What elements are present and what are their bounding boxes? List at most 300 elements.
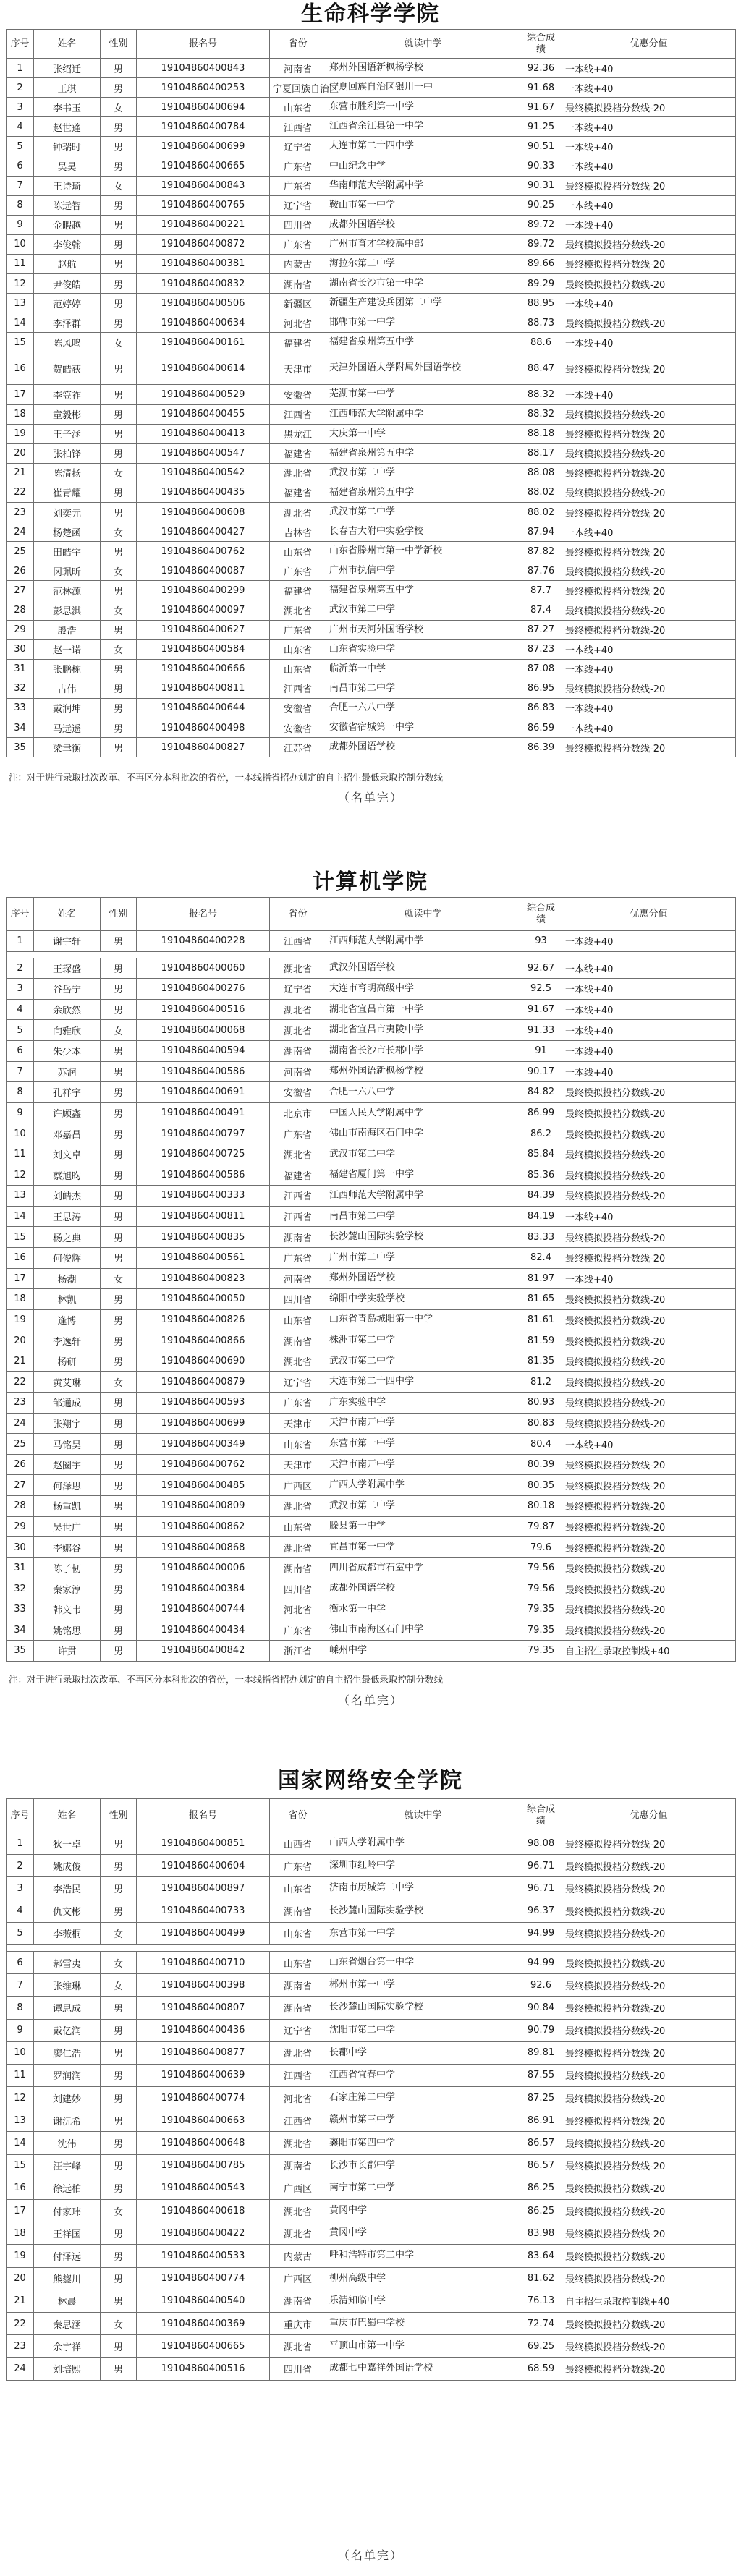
cell-gender: 男	[101, 1855, 137, 1877]
cell-gender: 女	[101, 98, 137, 117]
table-row	[7, 2267, 736, 2290]
col-bonus: 优惠分值	[562, 898, 736, 931]
table-row	[7, 313, 736, 333]
cell-gender: 男	[101, 738, 137, 757]
cell-school: 乐清知临中学	[326, 2290, 520, 2312]
cell-school: 郑州外国语学校	[326, 1268, 520, 1289]
row-gap-cell	[7, 951, 736, 958]
cell-score: 88.08	[520, 463, 562, 483]
cell-school: 武汉外国语学校	[326, 958, 520, 979]
cell-gender: 男	[101, 1082, 137, 1103]
cell-reg: 19104860400639	[137, 2064, 270, 2086]
cell-province: 广东省	[270, 234, 326, 254]
cell-name: 李薇桐	[34, 1922, 101, 1944]
table-row	[7, 1855, 736, 1877]
table-row	[7, 1351, 736, 1372]
cell-province: 内蒙古	[270, 254, 326, 273]
table-row	[7, 1516, 736, 1537]
cell-bonus: 最终模拟投档分数线-20	[562, 561, 736, 581]
col-bonus: 优惠分值	[562, 30, 736, 59]
cell-gender: 男	[101, 1186, 137, 1207]
cell-gender: 男	[101, 931, 137, 952]
cell-name: 罗润润	[34, 2064, 101, 2086]
cell-school: 襄阳市第四中学	[326, 2132, 520, 2154]
cell-reg: 19104860400691	[137, 1082, 270, 1103]
cell-school: 嵊州中学	[326, 1641, 520, 1662]
cell-province: 湖南省	[270, 1997, 326, 2019]
cell-seq: 8	[7, 195, 34, 215]
cell-province: 湖北省	[270, 2335, 326, 2358]
col-reg: 报名号	[137, 898, 270, 931]
cell-name: 赵圈宇	[34, 1454, 101, 1475]
cell-reg: 19104860400060	[137, 958, 270, 979]
cell-province: 山东省	[270, 1309, 326, 1330]
cell-bonus: 一本线+40	[562, 718, 736, 738]
cell-province: 山西省	[270, 1832, 326, 1855]
cell-name: 孔祥宇	[34, 1082, 101, 1103]
cell-reg: 19104860400665	[137, 156, 270, 176]
cell-gender: 男	[101, 294, 137, 313]
table-row	[7, 1413, 736, 1434]
cell-province: 湖南省	[270, 1330, 326, 1351]
table-row	[7, 2222, 736, 2245]
table-row	[7, 463, 736, 483]
cell-name: 邓嘉昌	[34, 1123, 101, 1144]
cell-province: 湖南省	[270, 1227, 326, 1248]
cell-gender: 女	[101, 639, 137, 659]
cell-name: 王诗琦	[34, 176, 101, 195]
cell-score: 84.82	[520, 1082, 562, 1103]
cell-score: 81.35	[520, 1351, 562, 1372]
cell-score: 89.66	[520, 254, 562, 273]
cell-school: 天津市南开中学	[326, 1454, 520, 1475]
cell-school: 中山纪念中学	[326, 156, 520, 176]
cell-name: 王琪	[34, 78, 101, 98]
cell-score: 88.6	[520, 333, 562, 352]
cell-province: 山东省	[270, 542, 326, 561]
table-row	[7, 1951, 736, 1973]
cell-province: 湖南省	[270, 1557, 326, 1578]
cell-seq: 16	[7, 352, 34, 385]
cell-reg: 19104860400897	[137, 1877, 270, 1900]
cell-gender: 女	[101, 463, 137, 483]
cell-gender: 男	[101, 1040, 137, 1061]
cell-bonus: 一本线+40	[562, 59, 736, 78]
row-gap-cell	[7, 1944, 736, 1951]
cell-seq: 16	[7, 2177, 34, 2199]
cell-school: 武汉市第二中学	[326, 1144, 520, 1165]
cell-school: 深圳市红岭中学	[326, 1855, 520, 1877]
cell-name: 王子涵	[34, 424, 101, 443]
table-row	[7, 215, 736, 234]
cell-seq: 12	[7, 1165, 34, 1186]
cell-school: 湖南省长沙市第一中学	[326, 274, 520, 294]
table-row	[7, 294, 736, 313]
cell-name: 金暇越	[34, 215, 101, 234]
table-row	[7, 1289, 736, 1310]
cell-seq: 26	[7, 561, 34, 581]
cell-province: 河北省	[270, 2087, 326, 2109]
table-row	[7, 1372, 736, 1393]
cell-school: 郑州外国语新枫杨学校	[326, 59, 520, 78]
cell-bonus: 最终模拟投档分数线-20	[562, 2200, 736, 2222]
cell-name: 刘建妙	[34, 2087, 101, 2109]
cell-seq: 6	[7, 156, 34, 176]
cell-score: 86.91	[520, 2109, 562, 2132]
cell-school: 武汉市第二中学	[326, 1351, 520, 1372]
cell-seq: 8	[7, 1997, 34, 2019]
cell-gender: 男	[101, 274, 137, 294]
cell-reg: 19104860400097	[137, 600, 270, 620]
cell-gender: 男	[101, 1578, 137, 1599]
cell-school: 福建省泉州第五中学	[326, 443, 520, 463]
cell-score: 84.39	[520, 1186, 562, 1207]
cell-bonus: 最终模拟投档分数线-20	[562, 1516, 736, 1537]
cell-reg: 19104860400299	[137, 581, 270, 600]
cell-gender: 男	[101, 718, 137, 738]
cell-reg: 19104860400584	[137, 639, 270, 659]
cell-name: 余欣然	[34, 999, 101, 1020]
table-row	[7, 195, 736, 215]
cell-seq: 9	[7, 1102, 34, 1123]
cell-seq: 18	[7, 404, 34, 424]
cell-bonus: 最终模拟投档分数线-20	[562, 1922, 736, 1944]
cell-reg: 19104860400699	[137, 1413, 270, 1434]
table-row	[7, 931, 736, 952]
cell-score: 87.94	[520, 522, 562, 542]
cell-province: 湖北省	[270, 2222, 326, 2245]
cell-name: 仇文彬	[34, 1900, 101, 1922]
table-row	[7, 2335, 736, 2358]
table-row	[7, 2087, 736, 2109]
cell-seq: 3	[7, 98, 34, 117]
cell-name: 林凯	[34, 1289, 101, 1310]
cell-school: 滕县第一中学	[326, 1516, 520, 1537]
table-row	[7, 2177, 736, 2199]
cell-bonus: 自主招生录取控制线+40	[562, 2290, 736, 2312]
cell-name: 杨之典	[34, 1227, 101, 1248]
cell-reg: 19104860400087	[137, 561, 270, 581]
cell-school: 天津外国语大学附属外国语学校	[326, 352, 520, 385]
cell-bonus: 一本线+40	[562, 659, 736, 679]
cell-name: 赵一诺	[34, 639, 101, 659]
cell-gender: 男	[101, 1330, 137, 1351]
cell-province: 湖北省	[270, 463, 326, 483]
cell-seq: 27	[7, 1475, 34, 1496]
cell-score: 86.25	[520, 2200, 562, 2222]
cell-name: 汪宇峰	[34, 2154, 101, 2177]
cell-province: 广西区	[270, 2177, 326, 2199]
cell-reg: 19104860400809	[137, 1496, 270, 1517]
cell-name: 彭思淇	[34, 600, 101, 620]
cell-bonus: 最终模拟投档分数线-20	[562, 2087, 736, 2109]
cell-bonus: 最终模拟投档分数线-20	[562, 502, 736, 522]
cell-reg: 19104860400533	[137, 2245, 270, 2267]
cell-bonus: 最终模拟投档分数线-20	[562, 2064, 736, 2086]
cell-seq: 22	[7, 483, 34, 502]
table-row	[7, 1123, 736, 1144]
col-gender: 性别	[101, 898, 137, 931]
cell-reg: 19104860400644	[137, 698, 270, 718]
cell-bonus: 最终模拟投档分数线-20	[562, 1877, 736, 1900]
cell-reg: 19104860400843	[137, 59, 270, 78]
cell-school: 四川省成都市石室中学	[326, 1557, 520, 1578]
cell-seq: 7	[7, 176, 34, 195]
cell-province: 湖北省	[270, 1020, 326, 1041]
cell-bonus: 最终模拟投档分数线-20	[562, 1454, 736, 1475]
cell-gender: 男	[101, 1496, 137, 1517]
cell-bonus: 最终模拟投档分数线-20	[562, 1144, 736, 1165]
cell-score: 87.82	[520, 542, 562, 561]
cell-score: 89.72	[520, 234, 562, 254]
cell-province: 广东省	[270, 176, 326, 195]
cell-name: 狄一卓	[34, 1832, 101, 1855]
cell-score: 86.99	[520, 1102, 562, 1123]
cell-seq: 18	[7, 2222, 34, 2245]
cell-bonus: 最终模拟投档分数线-20	[562, 352, 736, 385]
cell-bonus: 一本线+40	[562, 1040, 736, 1061]
cell-score: 88.02	[520, 502, 562, 522]
cell-gender: 男	[101, 979, 137, 1000]
cell-reg: 19104860400862	[137, 1516, 270, 1537]
cell-province: 山东省	[270, 659, 326, 679]
cell-name: 谢沅希	[34, 2109, 101, 2132]
cell-seq: 27	[7, 581, 34, 600]
cell-school: 长沙麓山国际实验学校	[326, 1227, 520, 1248]
cell-province: 安徽省	[270, 698, 326, 718]
cell-reg: 19104860400774	[137, 2267, 270, 2290]
cell-reg: 19104860400349	[137, 1434, 270, 1455]
cell-school: 湖北省宜昌市夷陵中学	[326, 1020, 520, 1041]
col-school: 就读中学	[326, 30, 520, 59]
cell-school: 南昌市第二中学	[326, 1206, 520, 1227]
cell-score: 88.17	[520, 443, 562, 463]
table-row	[7, 2358, 736, 2380]
cell-gender: 女	[101, 1020, 137, 1041]
cell-school: 江西省宜春中学	[326, 2064, 520, 2086]
cell-gender: 男	[101, 1516, 137, 1537]
cell-reg: 19104860400733	[137, 1900, 270, 1922]
cell-score: 83.98	[520, 2222, 562, 2245]
table-row	[7, 979, 736, 1000]
cell-seq: 31	[7, 659, 34, 679]
cell-score: 94.99	[520, 1922, 562, 1944]
cell-reg: 19104860400050	[137, 1289, 270, 1310]
cell-province: 福建省	[270, 483, 326, 502]
cell-school: 郑州外国语新枫杨学校	[326, 1061, 520, 1082]
cell-province: 湖北省	[270, 600, 326, 620]
cell-gender: 男	[101, 195, 137, 215]
cell-gender: 男	[101, 1289, 137, 1310]
cell-school: 江西省余江县第一中学	[326, 117, 520, 137]
cell-gender: 男	[101, 404, 137, 424]
cell-name: 李浩民	[34, 1877, 101, 1900]
cell-province: 新疆区	[270, 294, 326, 313]
cell-gender: 男	[101, 620, 137, 639]
cell-seq: 6	[7, 1951, 34, 1973]
cell-province: 内蒙古	[270, 2245, 326, 2267]
cell-name: 沈伟	[34, 2132, 101, 2154]
table-row	[7, 1496, 736, 1517]
cell-name: 吴昊	[34, 156, 101, 176]
cell-province: 辽宁省	[270, 2019, 326, 2041]
cell-school: 大连市育明高级中学	[326, 979, 520, 1000]
cell-school: 新疆生产建设兵团第二中学	[326, 294, 520, 313]
cell-name: 杨潮	[34, 1268, 101, 1289]
cell-name: 陈风鸣	[34, 333, 101, 352]
cell-school: 天津市南开中学	[326, 1413, 520, 1434]
cell-seq: 17	[7, 2200, 34, 2222]
table-row	[7, 2041, 736, 2064]
table-row	[7, 483, 736, 502]
cell-bonus: 一本线+40	[562, 958, 736, 979]
cell-reg: 19104860400694	[137, 98, 270, 117]
cell-school: 广州市天河外国语学校	[326, 620, 520, 639]
cell-score: 96.71	[520, 1877, 562, 1900]
cell-reg: 19104860400161	[137, 333, 270, 352]
cell-school: 合肥一六八中学	[326, 698, 520, 718]
cell-reg: 19104860400608	[137, 502, 270, 522]
cell-school: 广州市执信中学	[326, 561, 520, 581]
cell-name: 梁聿衡	[34, 738, 101, 757]
cell-gender: 女	[101, 561, 137, 581]
cell-bonus: 最终模拟投档分数线-20	[562, 176, 736, 195]
cell-score: 90.51	[520, 137, 562, 156]
cell-name: 吴世广	[34, 1516, 101, 1537]
cell-gender: 男	[101, 117, 137, 137]
cell-gender: 男	[101, 659, 137, 679]
cell-reg: 19104860400835	[137, 1227, 270, 1248]
cell-score: 88.32	[520, 385, 562, 404]
cell-province: 福建省	[270, 581, 326, 600]
cell-bonus: 最终模拟投档分数线-20	[562, 1578, 736, 1599]
cell-gender: 男	[101, 1454, 137, 1475]
cell-seq: 20	[7, 1330, 34, 1351]
cell-seq: 5	[7, 137, 34, 156]
cell-bonus: 最终模拟投档分数线-20	[562, 738, 736, 757]
cell-seq: 2	[7, 1855, 34, 1877]
cell-seq: 25	[7, 542, 34, 561]
cell-gender: 男	[101, 443, 137, 463]
cell-name: 付泽远	[34, 2245, 101, 2267]
cell-score: 91.25	[520, 117, 562, 137]
cell-reg: 19104860400690	[137, 1351, 270, 1372]
cell-name: 林晨	[34, 2290, 101, 2312]
cell-name: 何泽思	[34, 1475, 101, 1496]
cell-seq: 2	[7, 958, 34, 979]
cell-gender: 男	[101, 1247, 137, 1268]
row-gap	[7, 951, 736, 958]
cell-name: 张翔宇	[34, 1413, 101, 1434]
cell-name: 韩文韦	[34, 1599, 101, 1620]
cell-score: 84.19	[520, 1206, 562, 1227]
cell-seq: 34	[7, 718, 34, 738]
cell-reg: 19104860400333	[137, 1186, 270, 1207]
cell-province: 江西省	[270, 1206, 326, 1227]
table-row	[7, 1832, 736, 1855]
cell-seq: 9	[7, 2019, 34, 2041]
cell-province: 辽宁省	[270, 195, 326, 215]
table-row	[7, 639, 736, 659]
table-row	[7, 274, 736, 294]
cell-score: 87.25	[520, 2087, 562, 2109]
cell-score: 68.59	[520, 2358, 562, 2380]
cell-seq: 15	[7, 1227, 34, 1248]
cell-gender: 男	[101, 1165, 137, 1186]
cell-reg: 19104860400851	[137, 1832, 270, 1855]
col-province: 省份	[270, 30, 326, 59]
cell-seq: 4	[7, 999, 34, 1020]
cell-bonus: 最终模拟投档分数线-20	[562, 1413, 736, 1434]
cell-seq: 1	[7, 1832, 34, 1855]
cell-name: 余宇祥	[34, 2335, 101, 2358]
cell-gender: 男	[101, 1434, 137, 1455]
cell-name: 秦家淳	[34, 1578, 101, 1599]
cell-school: 宜昌市第一中学	[326, 1537, 520, 1558]
cell-gender: 女	[101, 176, 137, 195]
table-row	[7, 738, 736, 757]
table-header	[7, 1799, 736, 1832]
cell-province: 湖北省	[270, 958, 326, 979]
end-mark: （名单完）	[337, 1693, 403, 1707]
cell-score: 91.68	[520, 78, 562, 98]
cell-school: 赣州市第三中学	[326, 2109, 520, 2132]
cell-gender: 男	[101, 2335, 137, 2358]
cell-bonus: 最终模拟投档分数线-20	[562, 1227, 736, 1248]
cell-school: 株洲市第二中学	[326, 1330, 520, 1351]
cell-school: 湖南省长沙市长郡中学	[326, 1040, 520, 1061]
cell-score: 96.71	[520, 1855, 562, 1877]
table-row	[7, 600, 736, 620]
cell-seq: 24	[7, 2358, 34, 2380]
cell-name: 邹通成	[34, 1393, 101, 1414]
cell-reg: 19104860400604	[137, 1855, 270, 1877]
table-row	[7, 2154, 736, 2177]
table-row	[7, 561, 736, 581]
cell-gender: 男	[101, 1599, 137, 1620]
cell-province: 辽宁省	[270, 979, 326, 1000]
cell-gender: 男	[101, 313, 137, 333]
cell-score: 91.33	[520, 1020, 562, 1041]
cell-gender: 男	[101, 59, 137, 78]
col-province: 省份	[270, 1799, 326, 1832]
cell-province: 广东省	[270, 1620, 326, 1641]
cell-score: 96.37	[520, 1900, 562, 1922]
cell-name: 陈清扬	[34, 463, 101, 483]
cell-bonus: 一本线+40	[562, 979, 736, 1000]
cell-bonus: 最终模拟投档分数线-20	[562, 679, 736, 698]
col-name: 姓名	[34, 898, 101, 931]
cell-name: 钟瑞时	[34, 137, 101, 156]
cell-name: 向雅欣	[34, 1020, 101, 1041]
cell-score: 92.67	[520, 958, 562, 979]
cell-name: 付家玮	[34, 2200, 101, 2222]
cell-bonus: 最终模拟投档分数线-20	[562, 2154, 736, 2177]
cell-province: 河南省	[270, 1061, 326, 1082]
table-row	[7, 620, 736, 639]
cell-reg: 19104860400663	[137, 2109, 270, 2132]
cell-reg: 19104860400710	[137, 1951, 270, 1973]
cell-bonus: 最终模拟投档分数线-20	[562, 620, 736, 639]
cell-seq: 6	[7, 1040, 34, 1061]
cell-name: 黄艾琳	[34, 1372, 101, 1393]
cell-score: 86.59	[520, 718, 562, 738]
cell-seq: 19	[7, 1309, 34, 1330]
cell-name: 杨重凯	[34, 1496, 101, 1517]
cell-bonus: 最终模拟投档分数线-20	[562, 1247, 736, 1268]
cell-gender: 男	[101, 1537, 137, 1558]
cell-name: 谷岳宁	[34, 979, 101, 1000]
